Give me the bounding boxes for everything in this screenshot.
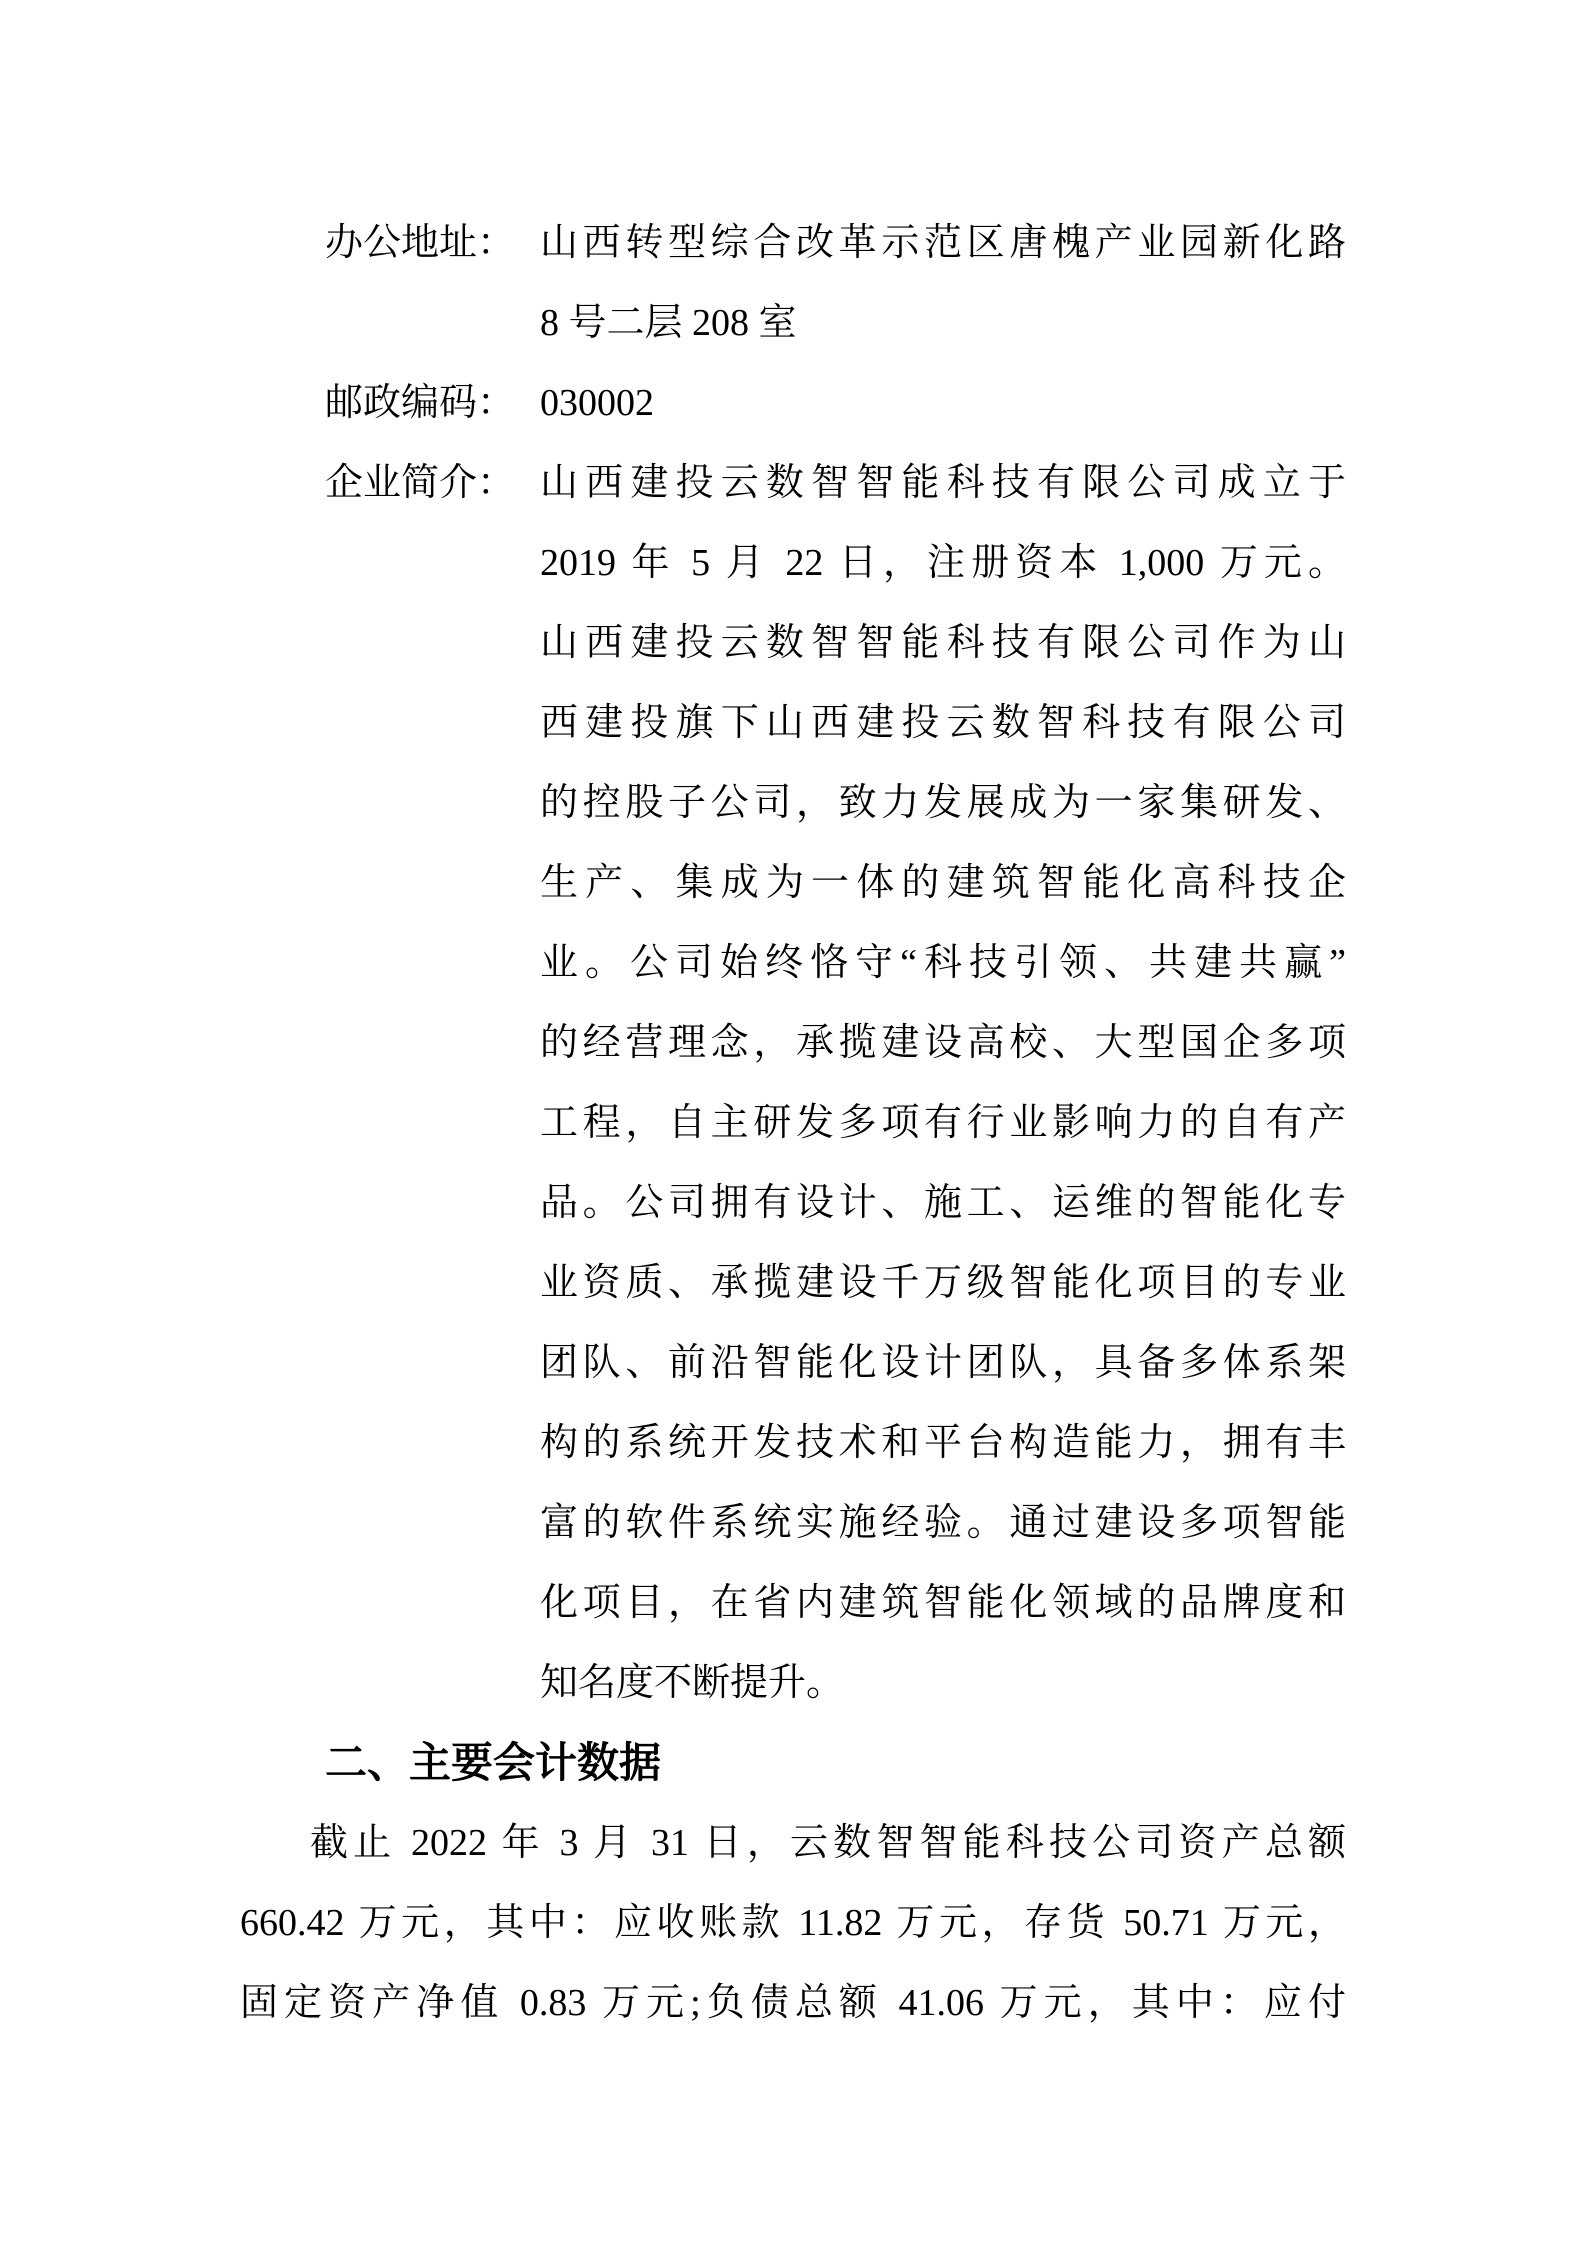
company-profile-line-5: 的控股子公司，致力发展成为一家集研发、 [540, 782, 1346, 824]
company-profile-line-10: 品。公司拥有设计、施工、运维的智能化专 [540, 1182, 1346, 1224]
company-profile-line-11: 业资质、承揽建设千万级智能化项目的专业 [540, 1262, 1346, 1304]
company-profile-line-4: 西建投旗下山西建投云数智科技有限公司 [540, 702, 1346, 744]
section-heading-accounting-data: 二、主要会计数据 [325, 1739, 662, 1786]
accounting-text-line-3: 固定资产净值 0.83 万元;负债总额 41.06 万元，其中：应付 [240, 1982, 1346, 2024]
company-profile-line-9: 工程，自主研发多项有行业影响力的自有产 [540, 1102, 1346, 1144]
postal-code-value: 030002 [540, 382, 654, 424]
company-profile-line-12: 团队、前沿智能化设计团队，具备多体系架 [540, 1342, 1346, 1384]
field-label-postal-code: 邮政编码： [325, 382, 516, 424]
field-label-office-address: 办公地址： [325, 222, 516, 264]
office-address-line-1: 山西转型综合改革示范区唐槐产业园新化路 [540, 222, 1346, 264]
company-profile-line-15: 化项目，在省内建筑智能化领域的品牌度和 [540, 1582, 1346, 1624]
company-profile-line-8: 的经营理念，承揽建设高校、大型国企多项 [540, 1022, 1346, 1064]
company-profile-line-1: 山西建投云数智智能科技有限公司成立于 [540, 462, 1346, 504]
company-profile-line-3: 山西建投云数智智能科技有限公司作为山 [540, 622, 1346, 664]
accounting-text-line-1: 截止 2022 年 3 月 31 日，云数智智能科技公司资产总额 [310, 1822, 1346, 1864]
accounting-text-line-2: 660.42 万元，其中：应收账款 11.82 万元，存货 50.71 万元， [240, 1902, 1346, 1944]
company-profile-line-16: 知名度不断提升。 [540, 1662, 845, 1704]
company-profile-line-2: 2019 年 5 月 22 日，注册资本 1,000 万元。 [540, 542, 1346, 584]
company-profile-line-7: 业。公司始终恪守“科技引领、共建共赢” [540, 942, 1346, 984]
office-address-line-2: 8 号二层 208 室 [540, 302, 797, 344]
company-profile-line-14: 富的软件系统实施经验。通过建设多项智能 [540, 1502, 1346, 1544]
company-profile-line-13: 构的系统开发技术和平台构造能力，拥有丰 [540, 1422, 1346, 1464]
company-profile-line-6: 生产、集成为一体的建筑智能化高科技企 [540, 862, 1346, 904]
field-label-company-profile: 企业简介： [325, 462, 516, 504]
